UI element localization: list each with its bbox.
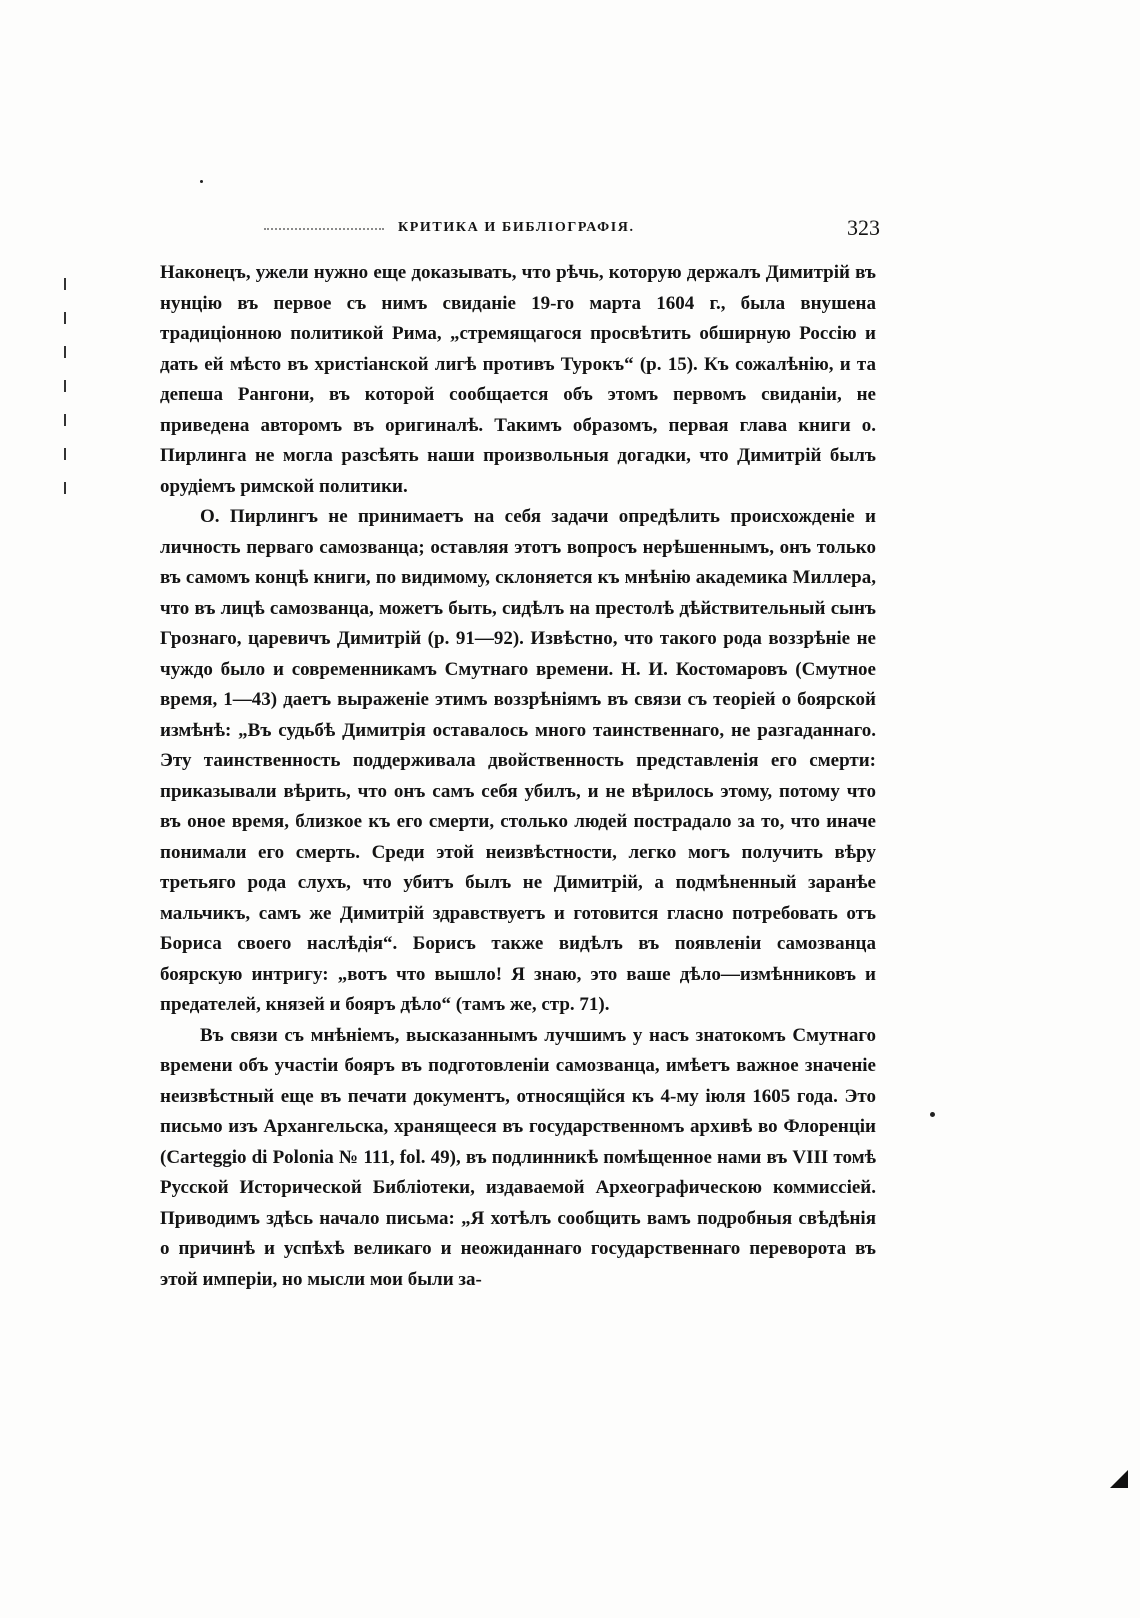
scan-speck: [930, 1112, 935, 1117]
body-text: [160, 258, 876, 1295]
header-dots: [264, 228, 384, 230]
page-number: 323: [847, 215, 880, 240]
paragraph-2: О. Пирлингъ не принимаетъ на себя задачи опредѣлить происхожденіе и личность перваго самозванца; оставляя этотъ вопросъ нерѣшеннымъ, онъ только въ самомъ концѣ книги, по видимому, склоняется къ мнѣнію академика Миллера, что въ лицѣ самозванца, можетъ быть, сидѣлъ на престолѣ дѣйствительный сынъ Грознаго, царевичъ Димитрій (p. 91—92). Извѣстно, что такого рода воззрѣніе не чуждо было и современникамъ Смутнаго времени. Н. И. Костомаровъ (Смутное время, 1—43) даетъ выраженіе этимъ воззрѣніямъ въ связи съ теоріей о боярской измѣнѣ: „Въ судьбѣ Димитрія оставалось много таинственнаго, не разгаданнаго. Эту таинственность поддерживала двойственность представленія его смерти: приказывали вѣрить, что онъ самъ себя убилъ, и не вѣрилось этому, потому что въ оное время, близкое къ его смерти, столько людей пострадало за то, что иначе понимали его смерть. Среди этой неизвѣстности, легко могъ получить вѣру третьяго рода слухъ, что убитъ былъ не Димитрій, а подмѣненный заранѣе мальчикъ, самъ же Димитрій здравствуетъ и готовится гласно потребовать отъ Бориса своего наслѣдія“. Борисъ также видѣлъ въ появленіи самозванца боярскую интригу: „вотъ что вышло! Я знаю, это ваше дѣло—измѣнниковъ и предателей, князей и бояръ дѣло“ (тамъ же, стр. 71).: [160, 506, 876, 1015]
paragraph-3: Въ связи съ мнѣніемъ, высказаннымъ лучшимъ у насъ знатокомъ Смутнаго времени объ участіи бояръ въ подготовленіи самозванца, имѣетъ важное значеніе неизвѣстный еще въ печати документъ, относящійся къ 4-му іюля 1605 года. Это письмо изъ Архангельска, хранящееся въ государственномъ архивѣ во Флоренціи (Carteggio di Polonia № 111, fol. 49), въ подлинникѣ помѣщенное нами въ VIII томѣ Русской Исторической Библіотеки, издаваемой Археографическою коммиссіей. Приводимъ здѣсь начало письма: „Я хотѣлъ сообщить вамъ подробныя свѣдѣнія о причинѣ и успѣхѣ великаго и неожиданнаго государственнаго переворота въ этой имперіи, но мысли мои были за-: [160, 1024, 876, 1290]
corner-mark: [1110, 1470, 1128, 1488]
scan-speck: [200, 180, 203, 183]
margin-ticks: [64, 278, 68, 508]
paragraph-1: Наконецъ, ужели нужно еще доказывать, что рѣчь, которую держалъ Димитрій въ нунцію въ первое съ нимъ свиданіе 19-го марта 1604 г., была внушена традиціонною политикой Рима, „стремящагося просвѣтить обширную Россію и дать ей мѣсто въ христіанской лигѣ противъ Турокъ“ (p. 15). Къ сожалѣнію, и та депеша Рангони, въ которой сообщается объ этомъ первомъ свиданіи, не приведена авторомъ въ оригиналѣ. Такимъ образомъ, первая глава книги о. Пирлинга не могла разсѣять наши произвольныя догадки, что Димитрій былъ орудіемъ римской политики.: [160, 262, 876, 497]
running-head: КРИТИКА И БИБЛІОГРАФІЯ.: [398, 220, 635, 235]
page-header: [160, 215, 880, 248]
